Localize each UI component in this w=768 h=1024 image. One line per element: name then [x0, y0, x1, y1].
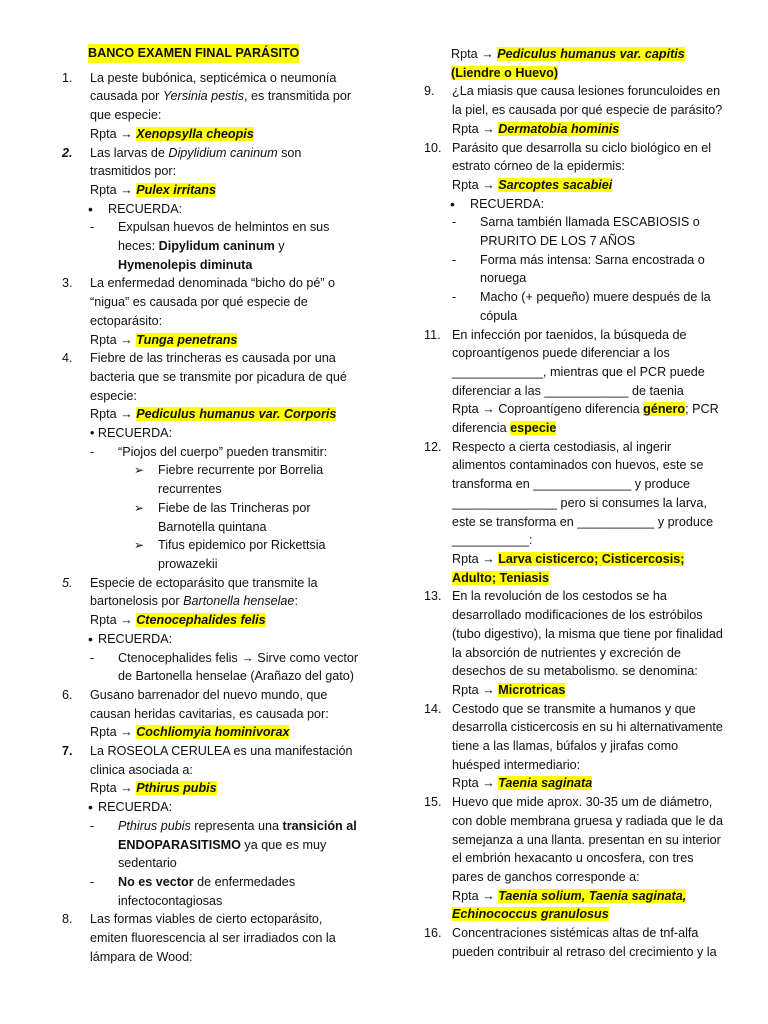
question-6 — [62, 686, 362, 723]
rpta-label: Rpta — [452, 551, 479, 566]
answer-highlight: Ctenocephalides felis — [136, 613, 266, 628]
rpta-label: Rpta — [90, 781, 117, 796]
answer-11 — [424, 400, 728, 437]
arrow-icon: → — [120, 126, 133, 141]
note-item — [424, 251, 728, 288]
answer-15 — [424, 887, 728, 924]
answer-9 — [424, 120, 728, 139]
answer-highlight: (Liendre o Huevo) — [451, 65, 559, 80]
answer-highlight: Pediculus humanus var. Corporis — [136, 407, 337, 422]
rpta-label: Rpta — [90, 182, 117, 197]
recuerda-bullet — [62, 200, 362, 219]
question-text: En infección por taenidos, la búsqueda de coproantígenos puede diferenciar a los _____________, mientras que el PCR puede diferenciar a las ____________ de taenia — [452, 327, 705, 398]
answer-highlight: Tunga penetrans — [136, 332, 238, 347]
question-number: 9. — [424, 84, 435, 99]
note-text: representa una — [190, 818, 283, 833]
recuerda-label: • RECUERDA: — [90, 426, 173, 441]
answer-8 — [424, 45, 728, 82]
note-bold: transición al ENDOPARASITISMO — [118, 818, 357, 852]
question-text: son trasmitidos por: — [90, 145, 302, 179]
question-7 — [62, 742, 362, 779]
answer-highlight: Taenia solium, Taenia saginata, Echinococcus granulosus — [452, 888, 687, 922]
arrow-icon: → — [482, 121, 495, 136]
question-12 — [424, 438, 728, 550]
answer-highlight: Larva cisticerco; Cisticercosis; Adulto; Teniasis — [452, 551, 685, 585]
question-number: 16. — [424, 926, 442, 941]
question-text: , es transmitida por que especie: — [90, 89, 352, 123]
right-column — [424, 45, 728, 961]
note-item — [62, 873, 362, 910]
answer-highlight: género — [643, 402, 686, 417]
arrow-icon: → — [482, 551, 495, 566]
note-text: Ctenocephalides felis → Sirve como vector de Bartonella henselae (Arañazo del gato) — [118, 650, 359, 684]
question-text: : — [294, 594, 298, 609]
left-column — [62, 44, 362, 966]
question-4 — [62, 349, 362, 405]
rpta-label: Rpta — [452, 177, 479, 192]
answer-13 — [424, 681, 728, 700]
arrow-icon: → — [482, 177, 495, 192]
question-text: Parásito que desarrolla su ciclo biológico en el estrato córneo de la epidermis: — [452, 140, 712, 174]
note-text: Expulsan huevos de helmintos en sus heces: — [118, 220, 330, 254]
rpta-label: Rpta — [452, 121, 479, 136]
question-text: La ROSEOLA CERULEA es una manifestación clinica asociada a: — [90, 744, 353, 777]
question-3 — [62, 274, 362, 330]
answer-4 — [62, 405, 362, 424]
answer-text: Coproantígeno diferencia — [498, 402, 644, 417]
answer-highlight: Cochliomyia hominivorax — [136, 725, 290, 740]
rpta-label: Rpta — [90, 613, 117, 628]
question-number: 15. — [424, 795, 442, 810]
arrow-bullet-item — [62, 499, 362, 536]
question-number: 7. — [62, 744, 73, 759]
rpta-label: Rpta — [452, 776, 479, 791]
question-text: Respecto a cierta cestodiasis, al ingerir alimentos contaminados con huevos, este se transforma en ______________ y produce _______________ pero si consumes la larva, este se transforma en ___________ y produce ___________: — [452, 439, 714, 548]
question-number: 5. — [62, 575, 73, 590]
answer-highlight: Pulex irritans — [136, 182, 216, 197]
answer-2 — [62, 181, 362, 200]
answer-3 — [62, 331, 362, 350]
question-text: Huevo que mide aprox. 30-35 um de diámetro, con doble membrana gruesa y radiada que le da semejanza a una llanta. presentan en su interior el embrión hexacanto u oncosfera, con tres pares de ganchos corresponde a: — [452, 795, 723, 884]
question-number: 2. — [62, 145, 73, 160]
arrow-icon: → — [120, 781, 133, 796]
note-text: Macho (+ pequeño) muere después de la cópula — [480, 290, 711, 323]
note-bold: Hymenolepis diminuta — [118, 257, 253, 272]
question-number: 10. — [424, 140, 442, 155]
answer-highlight: Microtricas — [498, 682, 566, 697]
answer-highlight: Dermatobia hominis — [498, 121, 620, 136]
note-item — [62, 218, 362, 274]
arrow-icon: → — [482, 888, 495, 903]
question-number: 3. — [62, 276, 73, 291]
answer-5 — [62, 611, 362, 630]
arrow-icon: → — [120, 332, 133, 347]
note-text: de enfermedades infectocontagiosas — [118, 874, 296, 908]
answer-highlight: Xenopsylla cheopis — [136, 126, 254, 141]
arrow-icon: → — [120, 725, 133, 740]
question-text: Especie de ectoparásito que transmite la bartonelosis por — [90, 575, 318, 609]
rpta-label: Rpta — [90, 407, 117, 422]
note-bold: Dipylidum caninum — [158, 239, 275, 254]
rpta-label: Rpta — [90, 725, 117, 740]
question-number: 11. — [424, 327, 441, 342]
question-2 — [62, 144, 362, 181]
question-text: Concentraciones sistémicas altas de tnf-alfa pueden contribuir al retraso del crecimiento y la — [452, 926, 717, 959]
note-text: Sarna también llamada ESCABIOSIS o PRURITO DE LOS 7 AÑOS — [480, 215, 700, 249]
question-1 — [62, 69, 362, 125]
rpta-label: Rpta — [452, 682, 479, 697]
arrow-bullet-item — [62, 536, 362, 573]
question-text: Las formas viables de cierto ectoparásito, emiten fluorescencia al ser irradiados con la lámpara de Wood: — [90, 912, 336, 964]
recuerda-label: RECUERDA: — [470, 196, 545, 211]
note-text: Forma más intensa: Sarna encostrada o noruega — [480, 252, 705, 286]
rpta-label: Rpta — [452, 888, 479, 903]
question-14 — [424, 700, 728, 775]
question-text: Cestodo que se transmite a humanos y que desarrolla cisticercosis en su hi alternativamente tiene a las llamas, búfalos y jirafas como huésped intermediario: — [452, 701, 723, 772]
question-text: Fiebre de las trincheras es causada por una bacteria que se transmite por picadura de qué especie: — [90, 351, 347, 403]
question-number: 14. — [424, 701, 442, 716]
question-13 — [424, 587, 728, 681]
question-text: Las larvas de — [90, 145, 169, 160]
question-number: 12. — [424, 439, 442, 454]
question-11 — [424, 326, 728, 401]
question-number: 13. — [424, 589, 442, 604]
answer-14 — [424, 774, 728, 793]
question-text-italic: Dipylidium caninum — [168, 145, 278, 160]
arrow-icon: → — [482, 402, 495, 417]
question-number: 6. — [62, 687, 73, 702]
rpta-label: Rpta — [90, 126, 117, 141]
question-text: ¿La miasis que causa lesiones forunculoides en la piel, es causada por qué especie de parásito? — [452, 84, 723, 118]
question-number: 8. — [62, 912, 73, 927]
recuerda-bullet — [62, 630, 362, 649]
recuerda-bullet — [62, 798, 362, 817]
note-italic: Pthirus pubis — [118, 818, 191, 833]
answer-highlight: Pediculus humanus var. capitis — [497, 47, 685, 61]
arrow-bullet-item — [62, 461, 362, 498]
recuerda-bullet — [62, 424, 362, 443]
question-15 — [424, 793, 728, 887]
note-bold: No es vector — [118, 874, 194, 889]
note-text: Fiebe de las Trincheras por Barnotella quintana — [158, 500, 311, 534]
recuerda-label: RECUERDA: — [98, 631, 173, 646]
arrow-icon: → — [120, 182, 133, 197]
recuerda-label: RECUERDA: — [108, 201, 183, 216]
note-text: “Piojos del cuerpo” pueden transmitir: — [118, 444, 328, 459]
rpta-label: Rpta — [451, 47, 478, 61]
note-text: y — [274, 239, 285, 254]
answer-6 — [62, 723, 362, 742]
answer-text: ; PCR diferencia — [452, 402, 719, 436]
answer-highlight: Sarcoptes sacabiei — [498, 177, 613, 192]
question-5 — [62, 574, 362, 611]
question-9 — [424, 82, 728, 119]
arrow-icon: → — [120, 407, 133, 422]
answer-highlight: Pthirus pubis — [136, 781, 217, 796]
question-number: 1. — [62, 70, 73, 85]
answer-10 — [424, 176, 728, 195]
note-text: Fiebre recurrente por Borrelia recurrentes — [158, 463, 324, 497]
question-text: La peste bubónica, septicémica o neumonía causada por — [90, 70, 337, 104]
recuerda-label: RECUERDA: — [98, 800, 173, 815]
arrow-icon: → — [482, 776, 495, 791]
answer-highlight: Taenia saginata — [498, 776, 593, 791]
arrow-icon: → — [481, 47, 494, 61]
note-text: ya que es muy sedentario — [118, 837, 327, 871]
question-text: La enfermedad denominada “bicho do pé” o “nigua” es causada por qué especie de ectoparásito: — [90, 276, 336, 328]
rpta-label: Rpta — [90, 332, 117, 347]
question-text-italic: Yersinia pestis — [162, 89, 245, 104]
question-text: En la revolución de los cestodos se ha desarrollado modificaciones de los estróbilos (tubo digestivo), la misma que tiene por finalidad la absorción de nutrientes y excreción de desechos de su metabolismo. se denomina: — [452, 589, 723, 679]
note-item — [62, 817, 362, 873]
note-text: Tifus epidemico por Rickettsia prowazekii — [158, 538, 326, 571]
question-16 — [424, 924, 728, 961]
question-8 — [62, 910, 362, 966]
recuerda-bullet — [424, 195, 728, 214]
answer-7 — [62, 779, 362, 798]
answer-12 — [424, 550, 728, 587]
document-title — [62, 44, 362, 63]
answer-highlight: especie — [510, 421, 557, 436]
title-text: BANCO EXAMEN FINAL PARÁSITO — [88, 44, 299, 63]
note-item — [424, 213, 728, 250]
note-item — [62, 649, 362, 686]
question-text-italic: Bartonella henselae — [183, 594, 295, 609]
question-10 — [424, 139, 728, 176]
rpta-label: Rpta — [452, 402, 479, 417]
arrow-icon: → — [120, 613, 133, 628]
arrow-icon: → — [482, 682, 495, 697]
answer-1 — [62, 125, 362, 144]
question-number: 4. — [62, 351, 73, 366]
note-item — [62, 443, 362, 462]
note-item — [424, 288, 728, 325]
question-text: Gusano barrenador del nuevo mundo, que causan heridas cavitarias, es causada por: — [90, 687, 329, 721]
